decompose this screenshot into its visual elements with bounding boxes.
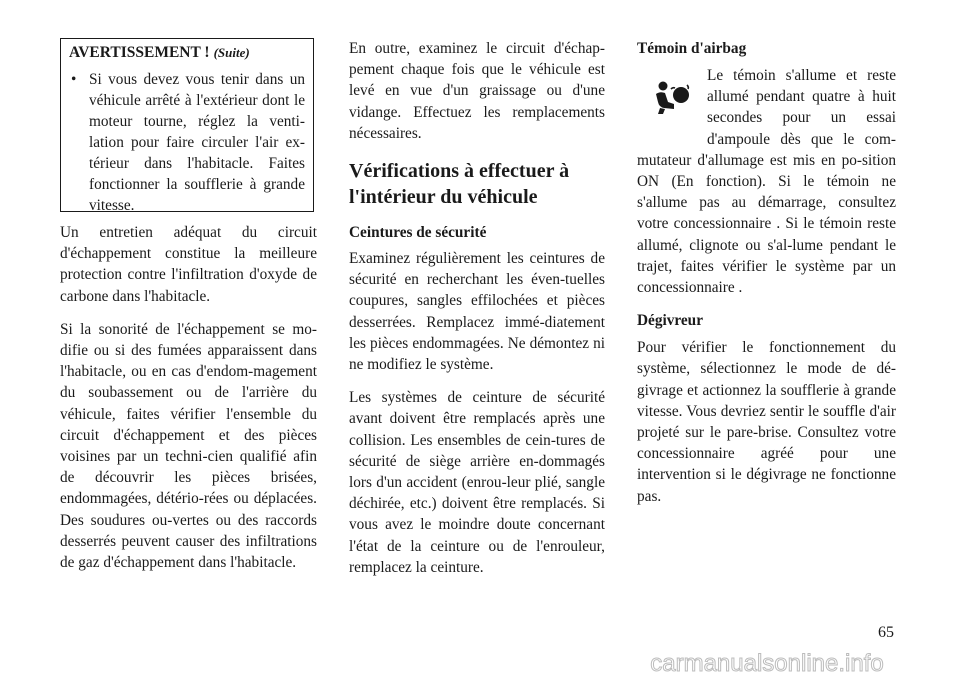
section-title: Vérifications à effectuer à l'intérieur du véhicule: [349, 160, 570, 209]
seatbelt-heading: Ceintures de sécurité: [349, 224, 487, 242]
paragraph-exhaust-inspection: Si la sonorité de l'échappement se mo-difie ou si des fumées apparaissent dans l'habitacle, ou en cas d'endom-magement du soubassement ou de l'arrière du véhicule, faites vérifier l'ensemble du circuit d'échappement et des pièces voisines par un techni-cien qualifié afin de découvrir les pièces brisées, endommagées, détério-rées ou déplacées. Des soudures ou-vertes ou des raccords desserrés peuvent causer des infiltrations de gaz d'échappement dans l'habitacle.: [60, 320, 317, 572]
paragraph-defroster: Pour vérifier le fonctionnement du système, sélectionnez le mode de dé-givrage et actionnez la soufflerie à grande vitesse. Vous devriez sentir le souffle d'air projeté sur le pare-brise. Consultez votre concessionnaire agréé pour une intervention si le dégivrage ne fonctionne pas.: [637, 339, 896, 505]
paragraph-seatbelt-replacement: Les systèmes de ceinture de sécurité avant doivent être remplacés après une collision. Les ensembles de cein-tures de sécurité de siège arrière en-dommagés lors d'un accident (enrou-leur plié, sangle déchirée, etc.) doivent être remplacés. Si vous avez le moindre doute concernant l'état de la ceinture ou de l'enrouleur, remplacez la ceinture.: [349, 389, 605, 576]
paragraph-seatbelt-inspection: Examinez régulièrement les ceintures de sécurité en recherchant les éven-tuelles coupures, sangles effilochées et pièces desserrées. Remplacez immé-diatement les pièces endommagées. Ne démontez ni ne modifiez le système.: [349, 250, 605, 374]
watermark: [575, 650, 960, 676]
warning-box: [60, 38, 314, 212]
airbag-warning-icon: [650, 78, 692, 116]
airbag-heading: Témoin d'airbag: [637, 40, 747, 57]
column-1: [60, 222, 317, 573]
page-number: 65: [878, 624, 894, 641]
bullet-icon: •: [71, 71, 77, 88]
watermark-text: carmanualsonline.info: [650, 650, 884, 676]
warning-item-text: Si vous devez vous tenir dans un véhicule arrêté à l'extérieur dont le moteur tourne, réglez la venti-lation pour faire circuler l'air ex-térieur dans l'habitacle. Faites fonctionner la soufflerie à grande vitesse.: [89, 71, 305, 214]
warning-title: [69, 43, 305, 63]
warning-title-text: AVERTISSEMENT !: [69, 44, 210, 61]
defroster-heading: Dégivreur: [637, 312, 703, 330]
column-2: [349, 38, 605, 578]
paragraph-exhaust-maintenance: Un entretien adéquat du circuit d'échappement constitue la meilleure protection contre l'infiltration d'oxyde de carbone dans l'habitacle.: [60, 224, 317, 305]
airbag-text: Le témoin s'allume et reste allumé pendant quatre à huit secondes pour un essai d'ampoule dès que le com-mutateur d'allumage est mis en po-sition ON (En fonction). Si le témoin ne s'allume pas au démarrage, consultez votre concessionnaire . Si le témoin reste allumé, clignote ou s'al-lume pendant le trajet, faites vérifier le système par un concessionnaire .: [637, 67, 896, 297]
warning-suite: (Suite): [213, 45, 250, 60]
warning-item: [69, 69, 305, 216]
paragraph-exhaust-check: En outre, examinez le circuit d'échap-pement chaque fois que le véhicule est levé en vue d'un graissage ou d'une vidange. Effectuez les remplacements nécessaires.: [349, 40, 605, 142]
